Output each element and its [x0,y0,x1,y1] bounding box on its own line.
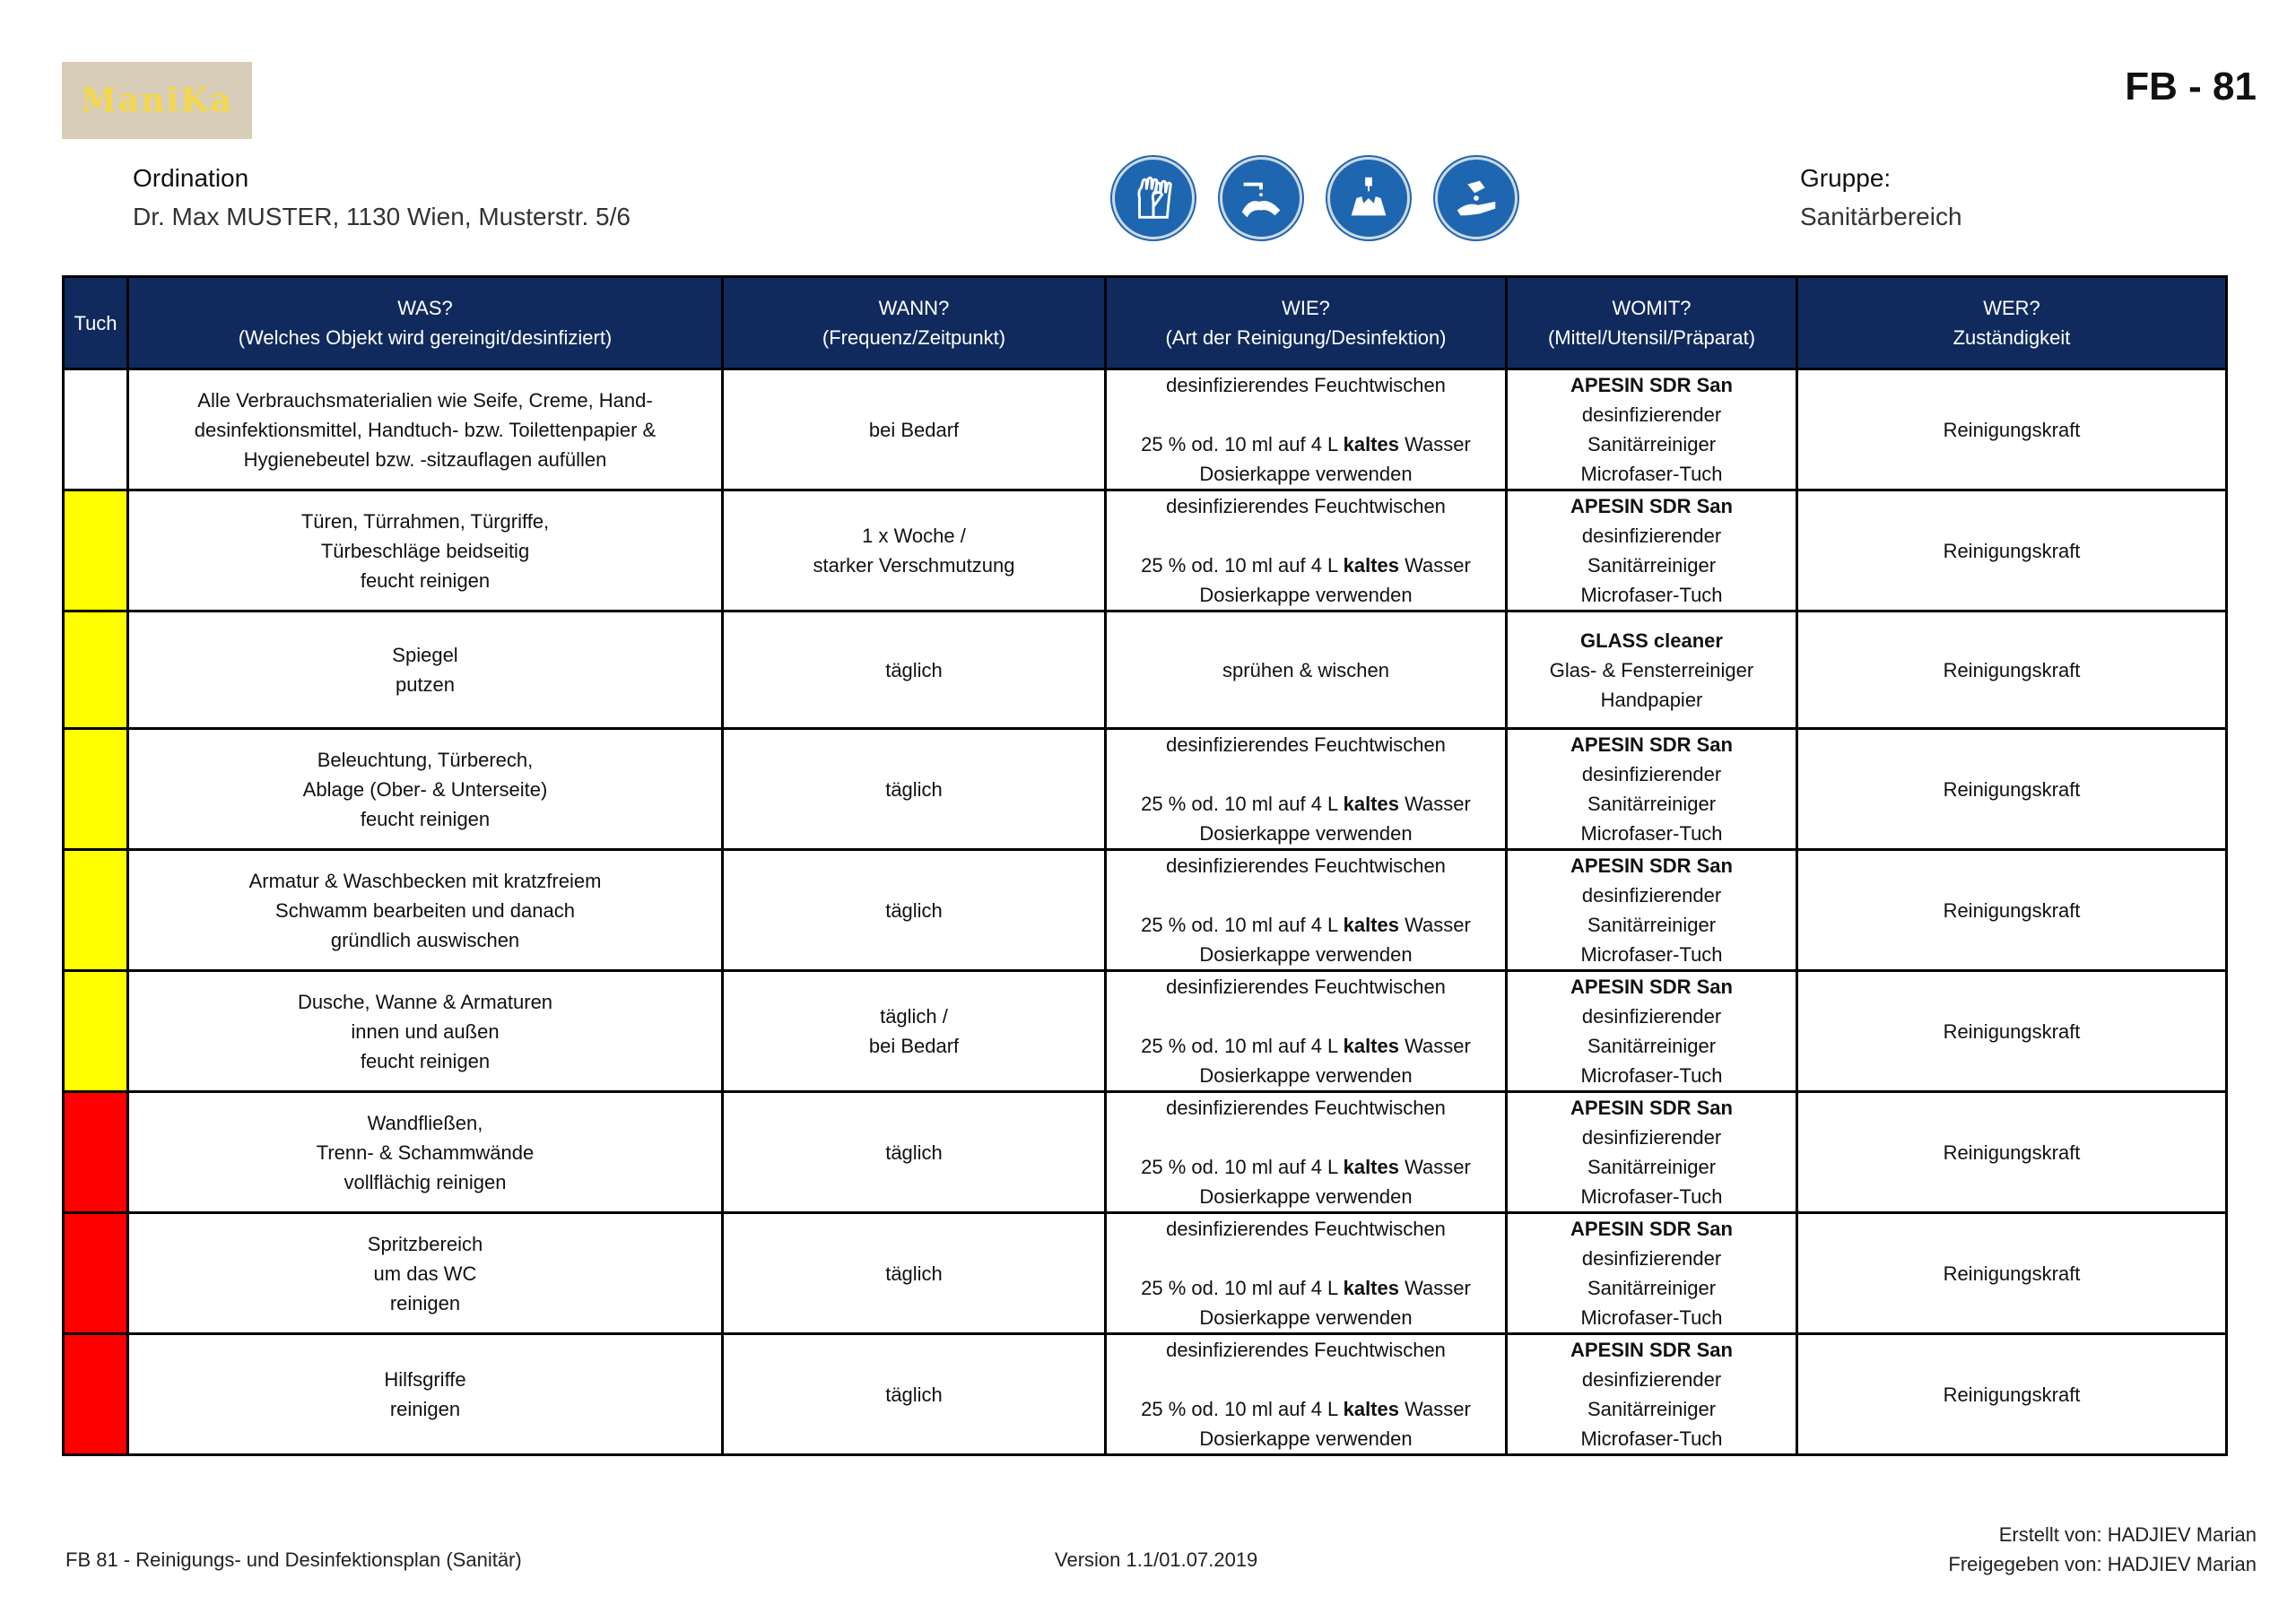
tuch-color-cell [64,1213,128,1334]
was-line: um das WC [373,1262,477,1285]
wie-dosage-cold: kaltes [1343,433,1399,455]
wer-cell: Reinigungskraft [1797,490,2227,612]
footer-created-by: Erstellt von: HADJIEV Marian [1998,1523,2257,1546]
was-line: Spritzbereich [367,1232,483,1255]
wie-cell [1106,850,1507,971]
table-row [64,1334,2227,1455]
wie-dosage [1107,1031,1505,1061]
wie-dosage-block [1107,1394,1505,1453]
wann-line: täglich [885,898,943,922]
womit-cell [1507,971,1797,1092]
womit-line: Sanitärreiniger [1587,433,1717,455]
womit-line: Sanitärreiniger [1587,1398,1717,1420]
wie-dosage [1107,429,1505,459]
wie-dosage-block [1107,1152,1505,1211]
was-line: feucht reinigen [360,807,491,830]
tuch-color-cell [64,369,128,490]
wann-line: täglich / [880,1005,948,1028]
was-cell [128,490,723,612]
wie-dosing-cap: Dosierkappe verwenden [1199,822,1413,845]
wann-cell [723,369,1106,490]
tuch-color-cell [64,1092,128,1213]
wie-dosage-text: 25 % od. 10 ml auf 4 L [1141,914,1344,936]
wer-cell: Reinigungskraft [1797,1334,2227,1455]
womit-line: desinfizierender [1581,1368,1722,1391]
wie-dosage [1107,1273,1505,1303]
header-wann-title: WANN? [878,297,950,319]
was-line: putzen [395,673,456,696]
was-line: Trenn- & Schammwände [316,1141,535,1164]
wie-cell [1106,971,1507,1092]
wie-dosage-text: 25 % od. 10 ml auf 4 L [1141,1398,1344,1420]
wie-dosage-water: Wasser [1398,793,1471,815]
womit-line: desinfizierender [1581,403,1722,426]
wie-dosage-block [1107,1273,1505,1332]
wie-dosage-cold: kaltes [1343,793,1399,815]
table-row [64,1092,2227,1213]
wie-cell [1106,1213,1507,1334]
wie-dosage-water: Wasser [1398,1398,1471,1420]
footer-approved-by: Freigegeben von: HADJIEV Marian [1948,1553,2257,1575]
wie-dosage [1107,1152,1505,1182]
womit-line: Microfaser-Tuch [1580,584,1723,606]
wie-dosage-water: Wasser [1398,914,1471,936]
wie-dosage-water: Wasser [1398,1277,1471,1299]
wie-dosage-cold: kaltes [1343,1277,1399,1299]
header-wer-subtitle: Zuständigkeit [1952,326,2071,349]
wie-method: desinfizierendes Feuchtwischen [1166,1339,1446,1361]
womit-line: Sanitärreiniger [1587,554,1717,577]
was-line: Wandfließen, [367,1111,483,1134]
table-row [64,369,2227,490]
wie-dosage-water: Wasser [1398,433,1471,455]
wie-cell [1106,490,1507,612]
wer-cell: Reinigungskraft [1797,612,2227,729]
header-wer [1797,277,2227,369]
wie-dosage-block [1107,910,1505,969]
wie-method: desinfizierendes Feuchtwischen [1166,1097,1446,1119]
womit-cell [1507,1334,1797,1455]
wie-dosing-cap: Dosierkappe verwenden [1199,1064,1413,1087]
wie-cell [1106,369,1507,490]
tuch-color-cell [64,850,128,971]
wie-dosage-cold: kaltes [1343,1035,1399,1057]
wer-cell: Reinigungskraft [1797,971,2227,1092]
womit-brand: APESIN SDR San [1570,1339,1733,1361]
wann-cell [723,971,1106,1092]
womit-brand: APESIN SDR San [1570,495,1733,517]
wer-cell: Reinigungskraft [1797,850,2227,971]
wann-cell [723,490,1106,612]
womit-cell [1507,369,1797,490]
wie-dosing-cap: Dosierkappe verwenden [1199,584,1413,606]
womit-line: desinfizierender [1581,1247,1722,1270]
was-line: feucht reinigen [360,568,491,592]
wann-line: bei Bedarf [868,418,960,441]
wie-dosage [1107,910,1505,940]
header-was-subtitle: (Welches Objekt wird gereingit/desinfiziert) [238,326,613,349]
wie-method: desinfizierendes Feuchtwischen [1166,495,1446,517]
safety-icons [1112,157,1518,239]
tuch-color-cell [64,1334,128,1455]
wie-dosing-cap: Dosierkappe verwenden [1199,1306,1413,1329]
header-was [128,277,723,369]
wie-dosage [1107,551,1505,580]
was-line: Hygienebeutel bzw. -sitzauflagen aufüllen [243,447,607,471]
wann-cell [723,729,1106,850]
wie-method: desinfizierendes Feuchtwischen [1166,374,1446,396]
womit-line: Sanitärreiniger [1587,1035,1717,1057]
wie-method: desinfizierendes Feuchtwischen [1166,1218,1446,1240]
womit-cell [1507,1213,1797,1334]
wie-dosage-text: 25 % od. 10 ml auf 4 L [1141,433,1344,455]
womit-brand: APESIN SDR San [1570,374,1733,396]
wer-cell: Reinigungskraft [1797,369,2227,490]
was-line: Beleuchtung, Türberech, [317,748,534,771]
wie-dosage-water: Wasser [1398,554,1471,577]
was-line: Armatur & Waschbecken mit kratzfreiem [248,869,602,892]
wann-cell [723,850,1106,971]
wann-line: täglich [885,658,943,681]
wie-dosage-cold: kaltes [1343,1398,1399,1420]
header-was-title: WAS? [397,297,453,319]
was-line: gründlich auswischen [330,928,520,951]
womit-brand: GLASS cleaner [1580,629,1723,652]
header-wann [723,277,1106,369]
wer-cell: Reinigungskraft [1797,1092,2227,1213]
wie-dosage-text: 25 % od. 10 ml auf 4 L [1141,793,1344,815]
womit-line: Microfaser-Tuch [1580,822,1723,845]
header-wann-subtitle: (Frequenz/Zeitpunkt) [822,326,1006,349]
womit-line: desinfizierender [1581,1126,1722,1149]
footer-authors [1948,1520,2257,1579]
was-line: feucht reinigen [360,1049,491,1072]
wie-dosage-water: Wasser [1398,1035,1471,1057]
wie-dosage-text: 25 % od. 10 ml auf 4 L [1141,1156,1344,1178]
womit-line: Sanitärreiniger [1587,914,1717,936]
was-cell [128,612,723,729]
wer-cell: Reinigungskraft [1797,1213,2227,1334]
tuch-color-cell [64,490,128,612]
womit-brand: APESIN SDR San [1570,1097,1733,1119]
wie-dosage-block [1107,551,1505,610]
wie-cell [1106,1092,1507,1213]
group-title: Gruppe: [1800,164,1892,192]
womit-cell [1507,729,1797,850]
header-wie [1106,277,1507,369]
was-line: reinigen [389,1291,461,1314]
womit-line: Sanitärreiniger [1587,793,1717,815]
table-row [64,1213,2227,1334]
wie-dosing-cap: Dosierkappe verwenden [1199,1427,1413,1450]
wie-method: desinfizierendes Feuchtwischen [1166,854,1446,877]
was-line: vollflächig reinigen [344,1170,507,1193]
was-cell [128,1092,723,1213]
was-line: innen und außen [351,1019,500,1043]
wie-dosage-cold: kaltes [1343,914,1399,936]
was-cell [128,850,723,971]
header-wie-subtitle: (Art der Reinigung/Desinfektion) [1165,326,1447,349]
was-line: Alle Verbrauchsmaterialien wie Seife, Creme, Hand- [197,388,653,412]
womit-line: Microfaser-Tuch [1580,1064,1723,1087]
header-wer-title: WER? [1983,297,2040,319]
wie-dosing-cap: Dosierkappe verwenden [1199,463,1413,485]
wer-cell: Reinigungskraft [1797,729,2227,850]
womit-line: desinfizierender [1581,525,1722,547]
was-line: Spiegel [392,644,458,666]
wie-dosage [1107,1394,1505,1424]
table-header-row [64,277,2227,369]
was-line: Türen, Türrahmen, Türgriffe, [300,509,550,533]
wann-line: starker Verschmutzung [813,554,1015,577]
womit-brand: APESIN SDR San [1570,733,1733,756]
wann-line: bei Bedarf [868,1035,960,1057]
document-number: FB - 81 [2125,65,2257,108]
womit-line: Sanitärreiniger [1587,1277,1717,1299]
group-value: Sanitärbereich [1800,203,1962,230]
gloves-icon [1112,157,1195,239]
table-row [64,612,2227,729]
womit-line: desinfizierender [1581,1005,1722,1028]
wie-method: desinfizierendes Feuchtwischen [1166,976,1446,998]
wann-cell [723,1092,1106,1213]
wann-cell [723,1334,1106,1455]
hand-washing-icon [1220,157,1302,239]
header-womit [1507,277,1797,369]
wann-line: täglich [885,777,943,801]
header-wie-title: WIE? [1282,297,1330,319]
ordination-address: Dr. Max MUSTER, 1130 Wien, Musterstr. 5/6 [133,203,631,230]
table-row [64,490,2227,612]
womit-line: Microfaser-Tuch [1580,1185,1723,1208]
wie-dosing-cap: Dosierkappe verwenden [1199,1185,1413,1208]
womit-line: Microfaser-Tuch [1580,463,1723,485]
header-tuch: Tuch [64,277,128,369]
wie-dosage-text: 25 % od. 10 ml auf 4 L [1141,1035,1344,1057]
was-cell [128,369,723,490]
wie-dosage-block [1107,789,1505,848]
table-row [64,971,2227,1092]
was-line: Dusche, Wanne & Armaturen [297,990,553,1013]
wie-dosage-block [1107,1031,1505,1090]
tuch-color-cell [64,612,128,729]
hand-disinfection-icon [1327,157,1410,239]
was-line: Schwamm bearbeiten und danach [275,898,575,922]
was-line: Ablage (Ober- & Unterseite) [302,777,548,801]
wie-dosage-text: 25 % od. 10 ml auf 4 L [1141,554,1344,577]
wann-cell [723,612,1106,729]
womit-brand: APESIN SDR San [1570,976,1733,998]
footer-document-title: FB 81 - Reinigungs- und Desinfektionsplan (Sanitär) [65,1548,522,1571]
wie-dosage [1107,789,1505,819]
was-cell [128,729,723,850]
wann-line: 1 x Woche / [862,525,966,547]
womit-cell [1507,490,1797,612]
was-cell [128,971,723,1092]
company-logo [62,62,252,139]
tuch-color-cell [64,729,128,850]
wie-dosage-cold: kaltes [1343,554,1399,577]
was-line: Hilfsgriffe [384,1368,466,1391]
was-line: Türbeschläge beidseitig [320,539,530,562]
was-cell [128,1213,723,1334]
womit-line: Microfaser-Tuch [1580,1306,1723,1329]
footer-version: Version 1.1/01.07.2019 [1055,1548,1258,1571]
wie-dosage-cold: kaltes [1343,1156,1399,1178]
wie-dosing-cap: Dosierkappe verwenden [1199,943,1413,966]
wie-method: desinfizierendes Feuchtwischen [1166,733,1446,756]
header-womit-subtitle: (Mittel/Utensil/Präparat) [1547,326,1756,349]
table-row [64,850,2227,971]
womit-line: Microfaser-Tuch [1580,1427,1723,1450]
header-womit-title: WOMIT? [1612,297,1692,319]
cleaning-plan-table [62,275,2228,1456]
womit-line: Sanitärreiniger [1587,1156,1717,1178]
logo-text: ManiKa [81,82,233,119]
was-line: reinigen [389,1398,461,1420]
womit-brand: APESIN SDR San [1570,1218,1733,1240]
wie-dosage-water: Wasser [1398,1156,1471,1178]
wann-line: täglich [885,1141,943,1164]
womit-line: Glas- & Fensterreiniger [1549,658,1754,681]
womit-brand: APESIN SDR San [1570,854,1733,877]
tuch-color-cell [64,971,128,1092]
wie-cell [1106,729,1507,850]
womit-line: desinfizierender [1581,763,1722,785]
womit-cell [1507,612,1797,729]
table-row [64,729,2227,850]
was-cell [128,1334,723,1455]
womit-line: Handpapier [1600,688,1703,711]
wie-cell: sprühen & wischen [1106,612,1507,729]
wie-dosage-block [1107,429,1505,489]
ordination-title: Ordination [133,164,249,192]
wie-dosage-text: 25 % od. 10 ml auf 4 L [1141,1277,1344,1299]
womit-cell [1507,850,1797,971]
wann-cell [723,1213,1106,1334]
womit-cell [1507,1092,1797,1213]
womit-line: Microfaser-Tuch [1580,943,1723,966]
wann-line: täglich [885,1262,943,1285]
wann-line: täglich [885,1383,943,1406]
womit-line: desinfizierender [1581,884,1722,906]
hand-cream-icon [1435,157,1518,239]
was-line: desinfektionsmittel, Handtuch- bzw. Toilettenpapier & [194,418,657,441]
wie-cell [1106,1334,1507,1455]
